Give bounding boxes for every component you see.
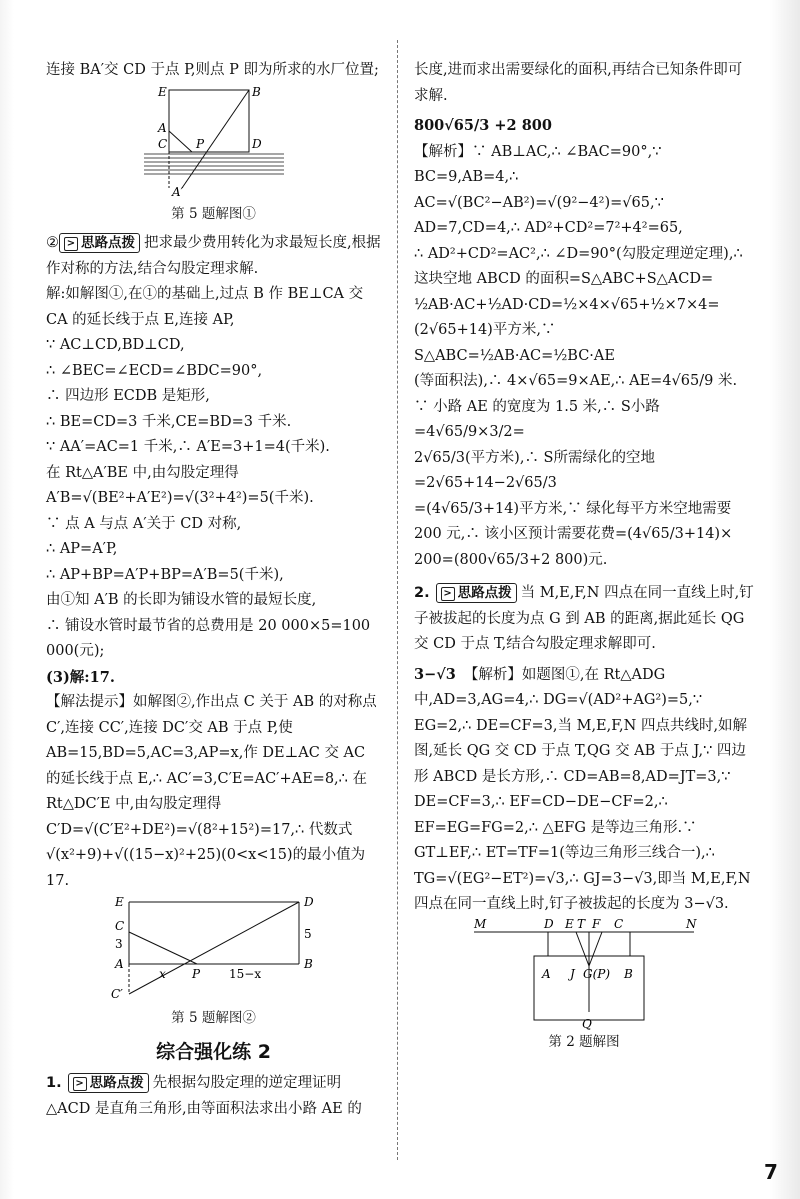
q3-hint: 【解法提示】如解图②,作出点 C 关于 AB 的对称点 C′,连接 CC′,连接 DC′交 AB 于点 P,使 AB=15,BD=5,AC=3,AP=x,作 DE⊥AC 交 AC 的延长线于点 E,∴ AC′=3,C′E=AC′+AE=8,∴ 在 Rt△DC′E 中,由勾股定理得 C′D=√(C′E²+DE²)=√(8²+15²)=17,∴ 代数式 √(x²+9)+√((15−x)²+25)(0<x<15)的最小值为 17.	[46, 694, 377, 889]
q1-number: 1.	[46, 1075, 62, 1091]
fig3-label-M: M	[474, 917, 487, 931]
fig3-label-GP: G(P)	[583, 966, 611, 981]
fig2-label-D: D	[303, 895, 314, 909]
q1-hint-para	[46, 1071, 381, 1122]
solution-line-1: 解:如解图①,在①的基础上,过点 B 作 BE⊥CA 交 CA 的延长线于点 E,连接 AP,	[46, 286, 364, 328]
fig2-label-B: B	[303, 957, 313, 971]
q1-hint-text: 先根据勾股定理的逆定理证明 △ACD 是直角三角形,由等面积法求出小路 AE 的	[46, 1075, 362, 1117]
fig2-label-A: A	[114, 957, 124, 971]
q2-hint-text: 把求最少费用转化为求最短长度,根据作对称的方法,结合勾股定理求解.	[46, 235, 381, 277]
para-connect: 连接 BA′交 CD 于点 P,则点 P 即为所求的水厂位置;	[46, 62, 379, 78]
figure-2	[464, 918, 704, 1030]
fig2-label-E: E	[114, 895, 124, 909]
fig3-label-C: C	[614, 917, 624, 931]
q2-hint-para-right	[414, 581, 754, 658]
fig1-label-B: B	[251, 84, 261, 99]
solution-line-5: ∴ BE=CD=3 千米,CE=BD=3 千米.	[46, 413, 292, 430]
figure-5-1-caption: 第 5 题解图①	[171, 205, 256, 222]
left-column	[46, 58, 381, 1122]
q2-hint-text-right: 当 M,E,F,N 四点在同一直线上时,钉子被拔起的长度为点 G 到 AB 的距离,据此延长 QG 交 CD 于点 T,结合勾股定理求解即可.	[414, 585, 754, 652]
solution-line-6: ∵ AA′=AC=1 千米,∴ A′E=3+1=4(千米).	[46, 439, 330, 455]
fig1-label-A: A	[157, 120, 167, 135]
q1-analysis-line-3: ½AB·AC+½AD·CD=½×4×√65+½×7×4=(2√65+14)平方米,∵ S△ABC=½AB·AC=½BC·AE	[414, 296, 720, 364]
page-number: 7	[764, 1160, 778, 1184]
fig1-label-C: C	[157, 136, 167, 151]
fig3-label-A: A	[542, 966, 551, 981]
fig3-label-T: T	[577, 917, 586, 931]
chevron-right-icon: >	[441, 587, 455, 601]
q2-hint-tag	[59, 233, 140, 253]
q1-hint-tag	[68, 1073, 149, 1093]
solution-line-8: ∵ 点 A 与点 A′关于 CD 对称,	[46, 515, 242, 532]
q1-hint-tag-label: 思路点拨	[89, 1075, 144, 1091]
q2-hint-tag-label-right: 思路点拨	[457, 585, 512, 601]
solution-line-3: ∴ ∠BEC=∠ECD=∠BDC=90°,	[46, 362, 263, 379]
q2-answer-label: 3−√3	[414, 665, 456, 683]
fig3-label-J: J	[570, 966, 575, 981]
q2-hint-tag-label: 思路点拨	[81, 235, 135, 251]
q1-hint-continued: 长度,进而求出需要绿化的面积,再结合已知条件即可求解.	[414, 62, 743, 104]
q2-hint-tag-right	[436, 583, 517, 603]
figure-5-1	[114, 84, 314, 202]
fig3-label-N: N	[686, 917, 697, 931]
fig1-label-Aprime: A′	[171, 184, 183, 199]
q2-number: ②	[46, 235, 59, 251]
solution-line-10: ∴ AP+BP=A′P+BP=A′B=5(千米),	[46, 566, 284, 583]
fig2-label-3: 3	[114, 937, 123, 951]
figure-5-2	[99, 894, 329, 1006]
q2-number-right: 2.	[414, 585, 430, 601]
chevron-right-icon: >	[64, 237, 78, 251]
fig2-label-15-x: 15−x	[228, 967, 261, 981]
fig3-label-B: B	[624, 966, 633, 981]
solution-line-12: ∴ 铺设水管时最节省的总费用是 20 000×5=100 000(元);	[46, 617, 371, 659]
fig3-label-Q: Q	[582, 1016, 592, 1030]
fig3-label-D: D	[544, 917, 554, 931]
solution-line-11: 由①知 A′B 的长即为铺设水管的最短长度,	[46, 592, 317, 608]
fig2-label-x: x	[158, 967, 166, 981]
fig3-label-E: E	[565, 917, 574, 931]
fig2-label-5: 5	[303, 927, 312, 941]
q1-analysis-line-5: ∵ 小路 AE 的宽度为 1.5 米,∴ S小路=4√65/9×3/2=	[414, 398, 660, 440]
solution-line-9: ∴ AP=A′P,	[46, 541, 118, 557]
fig3-label-F: F	[592, 917, 601, 931]
fig2-label-C: C	[114, 919, 124, 933]
figure-2-caption: 第 2 题解图	[548, 1033, 620, 1050]
column-divider	[397, 40, 398, 1160]
fig2-label-Cprime: C′	[110, 987, 123, 1001]
fig1-label-E: E	[157, 84, 167, 99]
q1-analysis-line-2: ∴ AD²+CD²=AC²,∴ ∠D=90°(勾股定理逆定理),∴ 这块空地 ABCD 的面积=S△ABC+S△ACD=	[414, 245, 743, 287]
q1-analysis-line-7: =(4√65/3+14)平方米,∵ 绿化每平方米空地需要	[414, 500, 732, 517]
right-column	[414, 58, 754, 1055]
solution-line-2: ∵ AC⊥CD,BD⊥CD,	[46, 337, 185, 353]
q2-hint-para	[46, 231, 381, 282]
q3-answer: (3)解:17.	[46, 668, 115, 686]
q1-analysis-line-4: (等面积法),∴ 4×√65=9×AE,∴ AE=4√65/9 米.	[414, 373, 738, 389]
fig1-label-P: P	[195, 136, 204, 151]
q1-answer-label: 800√65/3 +2 800	[414, 117, 552, 134]
q2-analysis: 【解析】如题图①,在 Rt△ADG 中,AD=3,AG=4,∴ DG=√(AD²+AG²)=5,∵ EG=2,∴ DE=CF=3,当 M,E,F,N 四点共线时,如解图,延长 QG 交 CD 于点 T,QG 交 AB 于点 J,∵ 四边形 ABCD 是长方形,∴ CD=AB=8,AD=JT=3,∵ DE=CF=3,∴ EF=CD−DE−CF=2,∴ EF=EG=FG=2,∴ △EFG 是等边三角形.∵ GT⊥EF,∴ ET=TF=1(等边三角形三线合一),∴ TG=√(EG²−ET²)=√3,∴ GJ=3−√3,即当 M,E,F,N 四点在同一直线上时,钉子被拔起的长度为 3−√3.	[414, 666, 751, 912]
q1-analysis-line-9: 200=(800√65/3+2 800)元.	[414, 551, 608, 568]
q1-analysis-line-1: 【解析】∵ AB⊥AC,∴ ∠BAC=90°,∵ BC=9,AB=4,∴ AC=√(BC²−AB²)=√(9²−4²)=√65,∵ AD=7,CD=4,∴ AD²+CD²=7²+4²=65,	[414, 143, 683, 236]
chevron-right-icon: >	[73, 1077, 87, 1091]
fig1-label-D: D	[251, 136, 262, 151]
q1-analysis-line-6: 2√65/3(平方米),∴ S所需绿化的空地=2√65+14−2√65/3	[414, 449, 655, 491]
figure-5-2-caption: 第 5 题解图②	[171, 1010, 256, 1026]
section-title: 综合强化练 2	[156, 1040, 271, 1063]
solution-line-4: ∴ 四边形 ECDB 是矩形,	[46, 388, 210, 404]
q1-answer-para	[414, 113, 754, 140]
q1-analysis-line-8: 200 元,∴ 该小区预计需要花费=(4√65/3+14)×	[414, 526, 733, 542]
q2-answer-para	[414, 662, 754, 918]
solution-line-7: 在 Rt△A′BE 中,由勾股定理得 A′B=√(BE²+A′E²)=√(3²+4²)=5(千米).	[46, 464, 314, 506]
fig2-label-P: P	[191, 967, 200, 981]
